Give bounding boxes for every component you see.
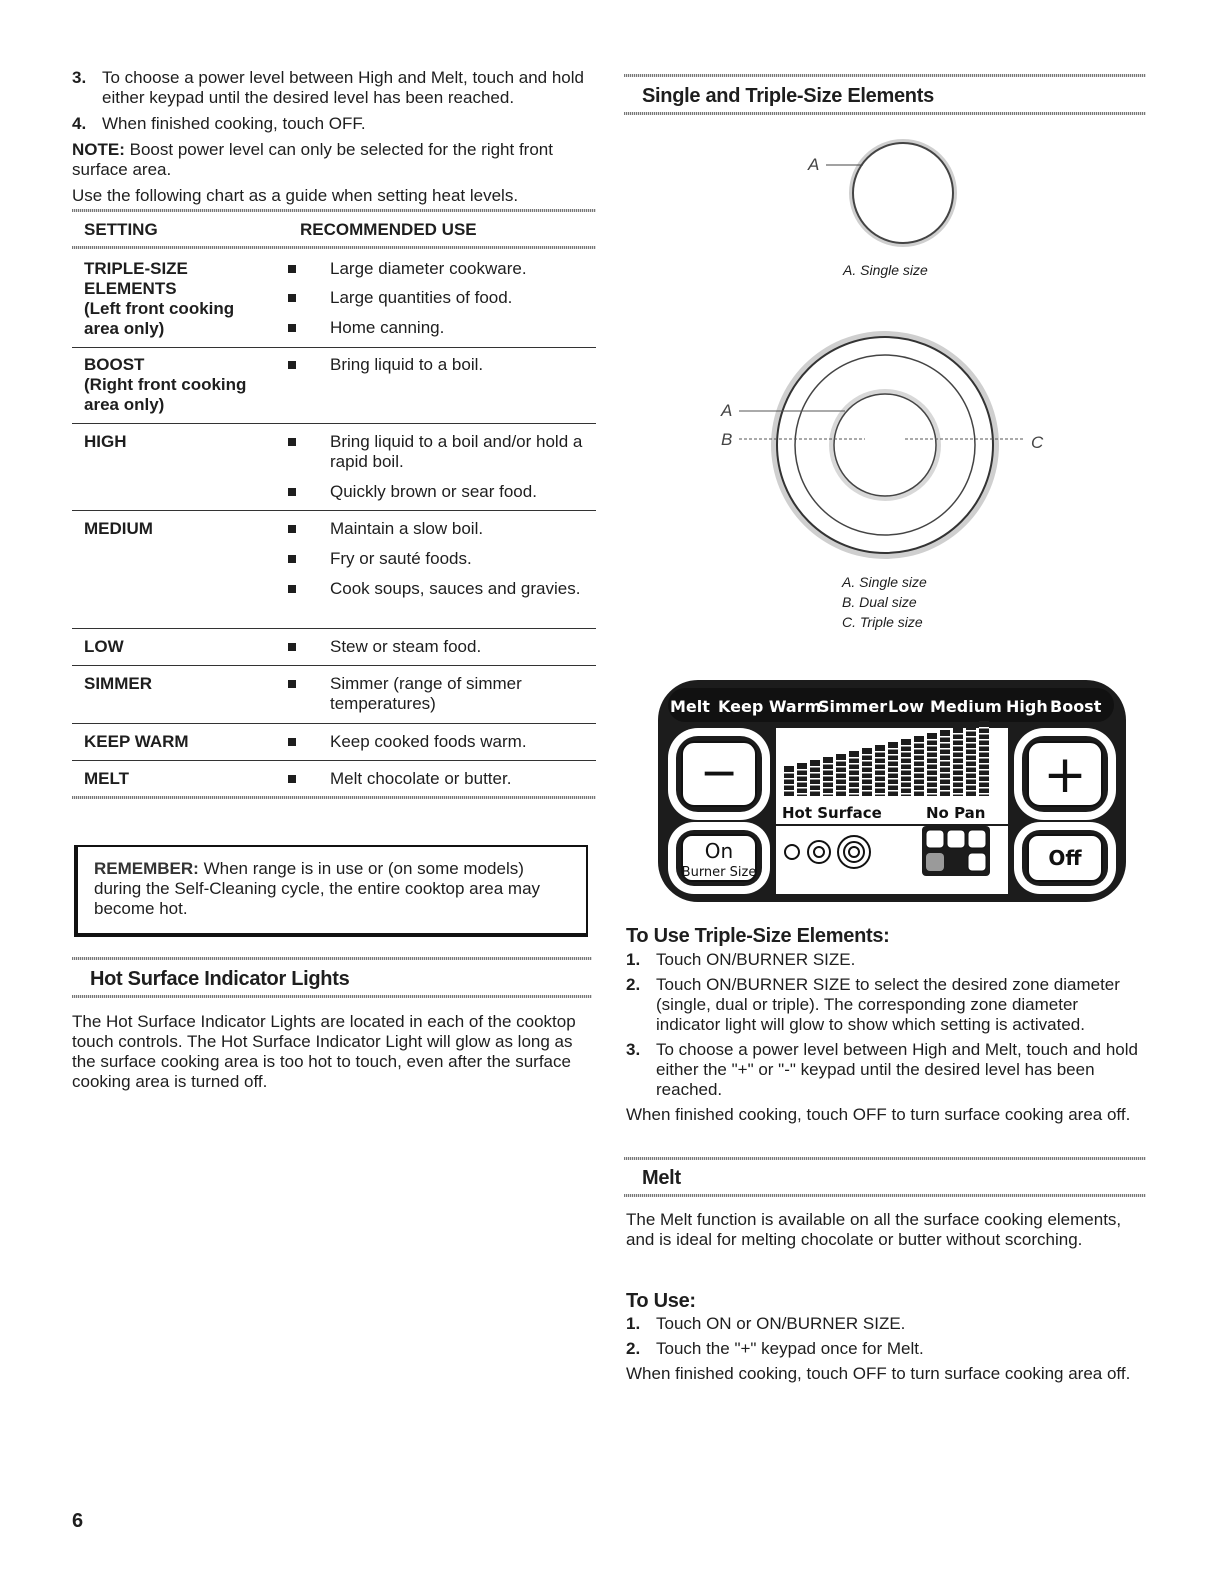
setting-line: (Right front cooking xyxy=(84,375,247,394)
fig1-caption: A. Single size xyxy=(843,262,928,278)
zone-light xyxy=(968,830,986,848)
level-bar-segment xyxy=(940,778,950,780)
level-bar-segment xyxy=(901,781,911,783)
level-bar-segment xyxy=(797,793,807,795)
table-row-rule xyxy=(72,510,596,511)
label-c: C xyxy=(1031,433,1044,452)
setting-line: ELEMENTS xyxy=(84,279,177,298)
level-bar-segment xyxy=(953,793,963,795)
bullet-icon xyxy=(288,738,296,746)
level-bar xyxy=(953,727,963,796)
caption-line: C. Triple size xyxy=(842,614,923,630)
fig2-captions xyxy=(842,572,927,632)
step-text: Touch ON/BURNER SIZE to select the desired zone diameter (single, dual or triple). The corresponding zone diameter indicator light will glow to show which setting is activated. xyxy=(656,975,1120,1034)
list-item xyxy=(288,519,588,539)
hot-surface-label: Hot Surface xyxy=(782,804,882,822)
level-bar-segment xyxy=(966,772,976,774)
left-step-3 xyxy=(72,68,592,108)
level-bar-segment xyxy=(927,745,937,747)
level-bar-segment xyxy=(862,754,872,756)
level-bar-segment xyxy=(953,775,963,777)
control-panel xyxy=(658,680,1126,902)
level-bar-segment xyxy=(810,778,820,780)
use-text: Simmer (range of simmer temperatures) xyxy=(330,674,522,713)
level-bar-segment xyxy=(979,781,989,783)
step-text: Touch ON/BURNER SIZE. xyxy=(656,950,856,969)
level-bar-segment xyxy=(940,742,950,744)
list-item xyxy=(288,674,588,714)
level-melt: Melt xyxy=(670,697,710,716)
level-bar-segment xyxy=(901,757,911,759)
level-bar-segment xyxy=(901,745,911,747)
hot-surface-heading: Hot Surface Indicator Lights xyxy=(90,968,350,990)
level-bar-segment xyxy=(875,775,885,777)
melt-text: The Melt function is available on all the surface cooking elements, and is ideal for melting chocolate or butter without scorching. xyxy=(626,1210,1122,1249)
table-row-rule xyxy=(72,347,596,348)
table-row-setting xyxy=(84,519,284,539)
use-text: Maintain a slow boil. xyxy=(330,519,484,538)
bullet-icon xyxy=(288,265,296,273)
level-bar-segment xyxy=(979,733,989,735)
triple-finish-text: When finished cooking, touch OFF to turn surface cooking area off. xyxy=(626,1105,1131,1124)
level-bar-segment xyxy=(862,778,872,780)
level-bar-segment xyxy=(940,790,950,792)
melt-to-use-heading: To Use: xyxy=(626,1290,696,1312)
level-bar-segment xyxy=(927,739,937,741)
level-bar-segment xyxy=(966,736,976,738)
on-burner-size-button[interactable] xyxy=(668,822,770,894)
level-bar-segment xyxy=(966,784,976,786)
melt-step-2 xyxy=(626,1339,1146,1359)
off-label: Off xyxy=(1048,846,1082,870)
level-bar-segment xyxy=(810,772,820,774)
level-bar-segment xyxy=(914,784,924,786)
minus-button[interactable] xyxy=(668,728,770,820)
level-bar-segment xyxy=(875,787,885,789)
page-number: 6 xyxy=(72,1510,84,1532)
level-bar-segment xyxy=(901,775,911,777)
zone-light-active xyxy=(926,853,944,871)
level-bar-segment xyxy=(875,781,885,783)
level-bar-segment xyxy=(901,751,911,753)
level-bar-segment xyxy=(966,748,976,750)
caption-line: A. Single size xyxy=(842,574,927,590)
level-bar-segment xyxy=(849,787,859,789)
single-ring xyxy=(834,394,936,496)
setting-line: MELT xyxy=(84,769,130,788)
level-bar-segment xyxy=(953,757,963,759)
use-text: Stew or steam food. xyxy=(330,637,482,656)
level-bar-segment xyxy=(823,793,833,795)
bullet-icon xyxy=(288,680,296,688)
level-bar-segment xyxy=(966,766,976,768)
level-bar-segment xyxy=(849,763,859,765)
level-bar-segment xyxy=(836,778,846,780)
level-bar-segment xyxy=(823,769,833,771)
level-bar-segment xyxy=(797,769,807,771)
table-row-rule xyxy=(72,665,596,666)
setting-line: TRIPLE-SIZE xyxy=(84,259,188,278)
level-bar-segment xyxy=(875,751,885,753)
level-bar-segment xyxy=(914,742,924,744)
level-bar-segment xyxy=(862,760,872,762)
setting-line: area only) xyxy=(84,319,165,338)
use-text: Large diameter cookware. xyxy=(330,259,527,278)
bullet-icon xyxy=(288,324,296,332)
level-bar-segment xyxy=(784,784,794,786)
level-bar-segment xyxy=(927,793,937,795)
table-header-setting: SETTING xyxy=(84,220,158,239)
label-a: A xyxy=(721,401,733,420)
setting-line: SIMMER xyxy=(84,674,152,693)
melt-finish-text: When finished cooking, touch OFF to turn surface cooking area off. xyxy=(626,1364,1131,1383)
level-bar-segment xyxy=(953,769,963,771)
step-text: When finished cooking, touch OFF. xyxy=(102,114,366,133)
level-bar-segment xyxy=(979,775,989,777)
setting-line: (Left front cooking xyxy=(84,299,235,318)
level-high: High xyxy=(1006,697,1048,716)
triple-step-3 xyxy=(626,1040,1146,1100)
use-text: Bring liquid to a boil. xyxy=(330,355,484,374)
single-element-diagram xyxy=(800,135,980,253)
level-bar-segment xyxy=(823,781,833,783)
step-number: 1. xyxy=(626,950,641,969)
list-item xyxy=(288,259,588,279)
level-bar-segment xyxy=(849,775,859,777)
step-text: To choose a power level between High and Melt, touch and hold either keypad until the desired level has been reached. xyxy=(102,68,584,107)
level-bar-segment xyxy=(888,790,898,792)
level-bar-segment xyxy=(914,772,924,774)
level-keep-warm: Keep Warm xyxy=(718,697,822,716)
section-rule-top xyxy=(624,74,1146,77)
level-bar-segment xyxy=(940,784,950,786)
level-bar-segment xyxy=(862,772,872,774)
level-bar-segment xyxy=(810,790,820,792)
table-row-setting xyxy=(84,355,284,415)
level-bar-segment xyxy=(940,754,950,756)
level-bar-segment xyxy=(797,787,807,789)
level-bar-segment xyxy=(836,772,846,774)
triple-use-heading: To Use Triple-Size Elements: xyxy=(626,925,890,947)
list-item xyxy=(288,769,588,789)
setting-line: area only) xyxy=(84,395,165,414)
level-bar-segment xyxy=(875,793,885,795)
step-text: Touch ON or ON/BURNER SIZE. xyxy=(656,1314,906,1333)
table-row-setting xyxy=(84,732,284,752)
level-bar-segment xyxy=(966,754,976,756)
setting-line: MEDIUM xyxy=(84,519,153,538)
table-top-rule xyxy=(72,209,596,212)
level-bar-segment xyxy=(940,736,950,738)
level-bar-segment xyxy=(823,787,833,789)
level-bar-segment xyxy=(836,790,846,792)
label-a: A xyxy=(808,155,820,174)
level-bar-segment xyxy=(914,790,924,792)
step-text: Touch the "+" keypad once for Melt. xyxy=(656,1339,924,1358)
level-bar-segment xyxy=(979,727,989,729)
bullet-icon xyxy=(288,361,296,369)
list-item xyxy=(288,318,588,338)
level-bar-segment xyxy=(914,748,924,750)
triple-step-1 xyxy=(626,950,1146,970)
no-pan-label: No Pan xyxy=(926,804,986,822)
reminder-text-block xyxy=(94,859,574,919)
label-b: B xyxy=(721,430,733,449)
reminder-text: When range is in use or (on some models) during the Self-Cleaning cycle, the entire cooktop area may become hot. xyxy=(94,859,541,918)
triple-element-diagram xyxy=(715,320,1055,570)
level-bar-segment xyxy=(862,790,872,792)
level-bar xyxy=(797,763,807,796)
level-bar-segment xyxy=(849,757,859,759)
table-row-rule xyxy=(72,628,596,629)
level-bar-segment xyxy=(875,763,885,765)
level-bar-segment xyxy=(836,784,846,786)
level-bar-segment xyxy=(953,739,963,741)
level-bar-segment xyxy=(914,754,924,756)
level-bar-segment xyxy=(836,760,846,762)
level-bar-segment xyxy=(979,739,989,741)
level-bar-segment xyxy=(953,763,963,765)
level-bar-segment xyxy=(862,766,872,768)
level-bar-segment xyxy=(940,766,950,768)
list-item xyxy=(288,432,588,472)
list-item xyxy=(288,637,588,657)
burner-size-label: Burner Size xyxy=(681,865,757,880)
table-row-setting xyxy=(84,432,284,452)
plus-icon: + xyxy=(1043,745,1087,805)
melt-step-1 xyxy=(626,1314,1146,1334)
level-bar-segment xyxy=(888,754,898,756)
step-number: 1. xyxy=(626,1314,641,1333)
use-text: Keep cooked foods warm. xyxy=(330,732,527,751)
list-item xyxy=(288,549,588,569)
setting-line: LOW xyxy=(84,637,124,656)
section-rule-bottom xyxy=(624,112,1146,115)
level-bar-segment xyxy=(979,757,989,759)
table-row-setting xyxy=(84,769,284,789)
use-text: Large quantities of food. xyxy=(330,288,513,307)
minus-icon: − xyxy=(699,745,739,799)
level-bar-segment xyxy=(784,778,794,780)
setting-line: KEEP WARM xyxy=(84,732,189,751)
level-bar-segment xyxy=(901,787,911,789)
list-item xyxy=(288,732,588,752)
left-step-4 xyxy=(72,114,592,134)
level-bar-segment xyxy=(927,763,937,765)
level-bar-segment xyxy=(979,751,989,753)
level-bar-segment xyxy=(940,748,950,750)
level-bar-segment xyxy=(940,772,950,774)
level-bar-segment xyxy=(914,760,924,762)
level-bar-segment xyxy=(979,763,989,765)
level-bar-segment xyxy=(823,763,833,765)
bullet-icon xyxy=(288,438,296,446)
list-item xyxy=(288,482,588,502)
level-bar xyxy=(888,742,898,796)
level-bar-segment xyxy=(966,742,976,744)
level-bar-segment xyxy=(953,745,963,747)
use-text: Cook soups, sauces and gravies. xyxy=(330,579,581,598)
note-text: Boost power level can only be selected for the right front surface area. xyxy=(72,140,553,179)
level-bar-segment xyxy=(927,781,937,783)
level-bar-segment xyxy=(849,769,859,771)
triple-step-2 xyxy=(626,975,1146,1035)
level-bar-segment xyxy=(927,751,937,753)
level-bar-segment xyxy=(979,745,989,747)
plus-button[interactable] xyxy=(1014,728,1116,820)
bullet-icon xyxy=(288,488,296,496)
use-text: Fry or sauté foods. xyxy=(330,549,472,568)
level-bar-segment xyxy=(966,730,976,732)
level-bar-segment xyxy=(810,766,820,768)
level-bar-segment xyxy=(953,751,963,753)
step-text: To choose a power level between High and Melt, touch and hold either the "+" or "-" keypad until the desired level has been reached. xyxy=(656,1040,1138,1099)
zone-light xyxy=(947,830,965,848)
level-bar-segment xyxy=(849,793,859,795)
level-bar-segment xyxy=(901,793,911,795)
level-boost: Boost xyxy=(1050,697,1102,716)
level-simmer: Simmer xyxy=(818,697,888,716)
use-text: Bring liquid to a boil and/or hold a rapid boil. xyxy=(330,432,583,471)
level-bar-segment xyxy=(927,787,937,789)
guide-text: Use the following chart as a guide when setting heat levels. xyxy=(72,186,519,205)
step-number: 2. xyxy=(626,975,641,994)
level-bar-segment xyxy=(953,733,963,735)
level-bar-segment xyxy=(875,757,885,759)
level-low: Low xyxy=(888,697,924,716)
level-bar-segment xyxy=(927,775,937,777)
step-number: 3. xyxy=(72,68,87,87)
bullet-icon xyxy=(288,294,296,302)
table-row-setting xyxy=(84,674,284,694)
level-bar-segment xyxy=(849,781,859,783)
melt-heading: Melt xyxy=(642,1167,681,1189)
level-bar-segment xyxy=(914,766,924,768)
note-paragraph xyxy=(72,140,592,180)
off-button[interactable] xyxy=(1014,822,1116,894)
section-rule-bottom xyxy=(72,995,592,998)
table-row-rule xyxy=(72,723,596,724)
level-bar-segment xyxy=(836,766,846,768)
setting-line: BOOST xyxy=(84,355,145,374)
bullet-icon xyxy=(288,555,296,563)
table-header-rule xyxy=(72,246,596,249)
level-bar-segment xyxy=(810,784,820,786)
level-bar-segment xyxy=(888,778,898,780)
level-bar-segment xyxy=(927,757,937,759)
level-bar-segment xyxy=(862,784,872,786)
caption-line: B. Dual size xyxy=(842,594,917,610)
bullet-icon xyxy=(288,643,296,651)
level-bar xyxy=(940,730,950,796)
level-bar-segment xyxy=(784,790,794,792)
level-bar-segment xyxy=(901,769,911,771)
use-text: Quickly brown or sear food. xyxy=(330,482,537,501)
on-label: On xyxy=(704,839,734,863)
reminder-label: REMEMBER: xyxy=(94,859,199,878)
level-bar-segment xyxy=(784,772,794,774)
section-rule-top xyxy=(624,1157,1146,1160)
level-bar-segment xyxy=(875,769,885,771)
table-row-setting xyxy=(84,259,284,339)
level-bar-segment xyxy=(888,760,898,762)
table-row-rule xyxy=(72,760,596,761)
note-label: NOTE: xyxy=(72,140,125,159)
step-number: 3. xyxy=(626,1040,641,1059)
step-number: 4. xyxy=(72,114,87,133)
level-bar-segment xyxy=(927,769,937,771)
table-bottom-rule xyxy=(72,796,596,799)
use-text: Melt chocolate or butter. xyxy=(330,769,512,788)
setting-line: HIGH xyxy=(84,432,127,451)
element-ring xyxy=(853,143,953,243)
level-bar-segment xyxy=(953,781,963,783)
bullet-icon xyxy=(288,525,296,533)
zone-light xyxy=(968,853,986,871)
level-bar-segment xyxy=(901,763,911,765)
level-bar-segment xyxy=(797,781,807,783)
level-bar-segment xyxy=(979,787,989,789)
table-row-setting xyxy=(84,637,284,657)
list-item xyxy=(288,355,588,375)
reminder-box xyxy=(74,845,588,937)
level-bar-segment xyxy=(966,778,976,780)
level-bar-segment xyxy=(888,748,898,750)
level-bar-segment xyxy=(966,790,976,792)
level-bar-segment xyxy=(979,769,989,771)
hot-surface-text: The Hot Surface Indicator Lights are located in each of the cooktop touch controls. The Hot Surface Indicator Light will glow as long as the surface cooking area is too hot to touch, even after the surface cooking area is turned off. xyxy=(72,1012,576,1091)
level-bar-segment xyxy=(966,760,976,762)
zone-light xyxy=(926,830,944,848)
level-bar-segment xyxy=(953,787,963,789)
level-bar-segment xyxy=(940,760,950,762)
level-bar-segment xyxy=(888,772,898,774)
bullet-icon xyxy=(288,585,296,593)
level-bar-segment xyxy=(888,784,898,786)
level-bar-segment xyxy=(979,793,989,795)
use-text: Home canning. xyxy=(330,318,445,337)
step-number: 2. xyxy=(626,1339,641,1358)
level-bar-segment xyxy=(888,766,898,768)
single-triple-heading: Single and Triple-Size Elements xyxy=(642,85,934,107)
level-medium: Medium xyxy=(930,697,1002,716)
level-bar-segment xyxy=(823,775,833,777)
list-item xyxy=(288,579,588,599)
bullet-icon xyxy=(288,775,296,783)
level-bar-segment xyxy=(914,778,924,780)
list-item xyxy=(288,288,588,308)
section-rule-bottom xyxy=(624,1194,1146,1197)
table-header-use: RECOMMENDED USE xyxy=(300,220,477,239)
level-bar-segment xyxy=(797,775,807,777)
table-row-rule xyxy=(72,423,596,424)
section-rule-top xyxy=(72,957,592,960)
